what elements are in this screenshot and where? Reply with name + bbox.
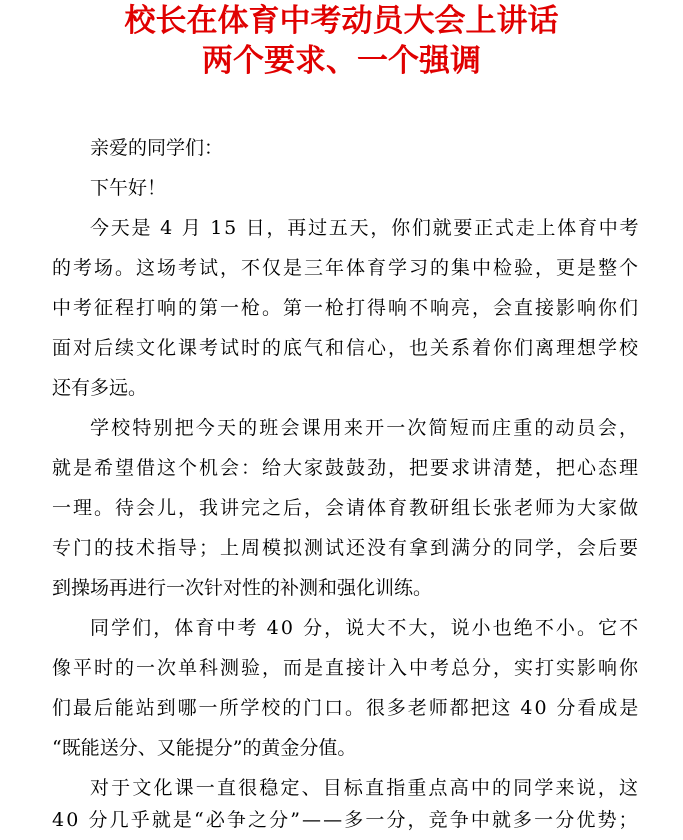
body-line-8: 一理。待会儿，我讲完之后，会请体育教研组长张老师为大家做 bbox=[52, 497, 641, 519]
document-title-line-2: 两个要求、一个强调 bbox=[202, 43, 481, 79]
body-line-13: 们最后能站到哪一所学校的门口。很多老师都把这 40 分看成是 bbox=[52, 697, 641, 719]
body-line-1: 今天是 4 月 15 日，再过五天，你们就要正式走上体育中考 bbox=[90, 217, 641, 239]
body-line-16: 40 分几乎就是“必争之分”——多一分，竞争中就多一分优势； bbox=[52, 809, 640, 831]
body-line-4: 面对后续文化课考试时的底气和信心，也关系着你们离理想学校 bbox=[52, 337, 641, 359]
greeting: 亲爱的同学们： bbox=[90, 137, 224, 159]
body-line-7: 就是希望借这个机会：给大家鼓鼓劲，把要求讲清楚，把心态理 bbox=[52, 457, 641, 479]
body-line-14: “既能送分、又能提分”的黄金分值。 bbox=[52, 737, 357, 759]
salutation: 下午好！ bbox=[90, 177, 167, 199]
body-line-6: 学校特别把今天的班会课用来开一次简短而庄重的动员会， bbox=[90, 417, 641, 439]
body-line-10: 到操场再进行一次针对性的补测和强化训练。 bbox=[52, 577, 433, 599]
body-line-12: 像平时的一次单科测验，而是直接计入中考总分，实打实影响你 bbox=[52, 657, 641, 679]
body-line-3: 中考征程打响的第一枪。第一枪打得响不响亮，会直接影响你们 bbox=[52, 297, 641, 319]
body-line-15: 对于文化课一直很稳定、目标直指重点高中的同学来说，这 bbox=[90, 777, 641, 799]
body-line-5: 还有多远。 bbox=[52, 377, 148, 399]
body-line-2: 的考场。这场考试，不仅是三年体育学习的集中检验，更是整个 bbox=[52, 257, 641, 279]
body-line-9: 专门的技术指导；上周模拟测试还没有拿到满分的同学，会后要 bbox=[52, 537, 641, 559]
document-title-line-1: 校长在体育中考动员大会上讲话 bbox=[124, 3, 559, 39]
body-line-11: 同学们，体育中考 40 分，说大不大，说小也绝不小。它不 bbox=[90, 617, 641, 639]
